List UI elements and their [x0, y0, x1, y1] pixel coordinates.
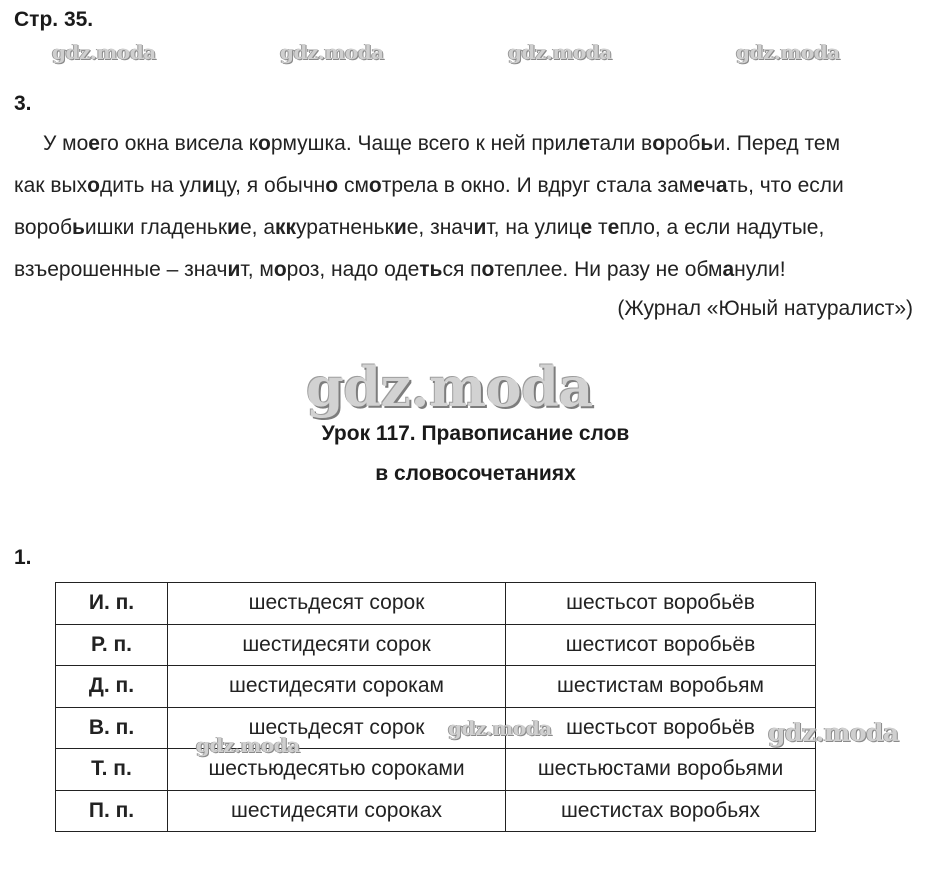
highlighted-letter: о [325, 174, 339, 197]
highlighted-letter: ть [419, 258, 443, 281]
text-fragment: роб [665, 132, 701, 155]
watermark: gdz.moda [736, 40, 840, 64]
highlighted-letter: е [578, 132, 591, 155]
text-fragment: е, знач [406, 216, 474, 239]
source-citation: (Журнал «Юный натуралист») [617, 297, 913, 320]
table-cell: шестьдесят сорок [168, 707, 506, 749]
watermark: gdz.moda [508, 40, 612, 64]
highlighted-letter: и [201, 174, 215, 197]
highlighted-letter: ь [72, 216, 85, 239]
text-fragment: ч [704, 174, 716, 197]
table-cell: шестистах воробьях [506, 790, 816, 832]
text-fragment: е, а [239, 216, 275, 239]
text-fragment: го окна висела к [99, 132, 258, 155]
highlighted-letter: а [722, 258, 735, 281]
paragraph-line [14, 174, 844, 198]
text-fragment: т [592, 216, 608, 239]
text-fragment: цу, я обычн [214, 174, 326, 197]
highlighted-letter: е [88, 132, 100, 155]
text-fragment: и. Перед тем [713, 132, 840, 155]
watermark: gdz.moda [448, 716, 552, 740]
text-fragment: пло, а если надутые, [619, 216, 825, 239]
text-fragment: ся п [442, 258, 482, 281]
text-fragment: ть, что если [727, 174, 844, 197]
text-fragment: дить на ул [99, 174, 202, 197]
highlighted-letter: е [580, 216, 593, 239]
table-cell: шестисот воробьёв [506, 624, 816, 666]
text-fragment: ишки гладеньк [84, 216, 228, 239]
lesson-subtitle: в словосочетаниях [375, 462, 576, 485]
watermark: gdz.moda [52, 40, 156, 64]
case-cell: Т. п. [56, 749, 168, 791]
text-fragment: тали в [590, 132, 653, 155]
text-fragment: теплее. Ни разу не обм [494, 258, 723, 281]
watermark: gdz.moda [196, 733, 300, 757]
text-fragment: нули! [734, 258, 786, 281]
text-fragment: уратненьк [296, 216, 394, 239]
case-cell: И. п. [56, 583, 168, 625]
case-cell: Р. п. [56, 624, 168, 666]
highlighted-letter: кк [275, 216, 297, 239]
table-cell: шестьюстами воробьями [506, 749, 816, 791]
highlighted-letter: о [87, 174, 100, 197]
watermark: gdz.moda [768, 718, 899, 747]
page-reference: Стр. 35. [14, 8, 94, 31]
highlighted-letter: и [473, 216, 487, 239]
lesson-title: Урок 117. Правописание слов [321, 422, 630, 445]
watermark: gdz.moda [280, 40, 384, 64]
table-row [56, 790, 816, 832]
text-fragment: роз, надо оде [286, 258, 420, 281]
text-fragment: вороб [14, 216, 72, 239]
highlighted-letter: о [258, 132, 271, 155]
text-fragment: У мо [43, 132, 89, 155]
highlighted-letter: и [227, 216, 240, 239]
text-fragment: т, м [240, 258, 274, 281]
case-cell: П. п. [56, 790, 168, 832]
table-cell: шестидесяти сорокам [168, 666, 506, 708]
text-fragment: т, на улиц [486, 216, 581, 239]
declension-table [55, 582, 816, 832]
task-number: 3. [14, 92, 32, 115]
table-row [56, 749, 816, 791]
highlighted-letter: о [481, 258, 495, 281]
highlighted-letter: и [227, 258, 241, 281]
text-fragment: как вых [14, 174, 88, 197]
highlighted-letter: е [607, 216, 620, 239]
text-fragment: см [338, 174, 369, 197]
highlighted-letter: и [393, 216, 407, 239]
highlighted-letter: е [693, 174, 705, 197]
case-cell: Д. п. [56, 666, 168, 708]
table-cell: шестидесяти сороках [168, 790, 506, 832]
highlighted-letter: о [273, 258, 287, 281]
table-row [56, 583, 816, 625]
task-number: 1. [14, 546, 32, 569]
paragraph-line [14, 258, 786, 282]
table-cell: шестидесяти сорок [168, 624, 506, 666]
table-cell: шестьсот воробьёв [506, 583, 816, 625]
table-cell: шестьсот воробьёв [506, 707, 816, 749]
table-row [56, 624, 816, 666]
table-cell: шестьдесят сорок [168, 583, 506, 625]
highlighted-letter: о [652, 132, 666, 155]
highlighted-letter: ь [700, 132, 714, 155]
table-cell: шестьюдесятью сороками [168, 749, 506, 791]
highlighted-letter: о [368, 174, 382, 197]
text-fragment: рмушка. Чаще всего к ней прил [270, 132, 579, 155]
watermark-large: gdz.moda [306, 355, 593, 419]
highlighted-letter: а [715, 174, 728, 197]
case-cell: В. п. [56, 707, 168, 749]
table-row [56, 707, 816, 749]
paragraph-line [43, 132, 840, 156]
text-fragment: трела в окно. И вдруг стала зам [381, 174, 694, 197]
paragraph-line [14, 216, 824, 240]
table-row [56, 666, 816, 708]
text-fragment: взъерошенные – знач [14, 258, 228, 281]
table-cell: шестистам воробьям [506, 666, 816, 708]
